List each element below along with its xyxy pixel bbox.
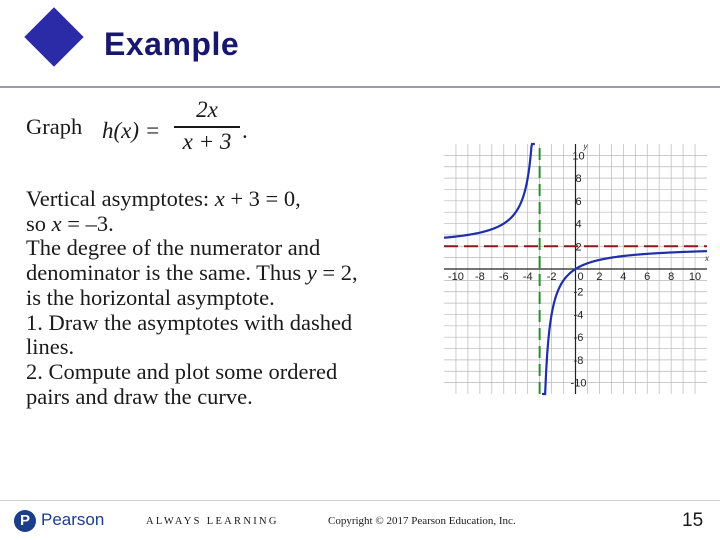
pearson-logo-icon: P bbox=[14, 510, 36, 532]
text-run: Vertical asymptotes: bbox=[26, 186, 215, 211]
problem-prefix: Graph bbox=[26, 114, 83, 139]
explanation-text bbox=[26, 187, 446, 409]
y-tick-label: -4 bbox=[573, 309, 584, 322]
explanation-line bbox=[26, 360, 446, 385]
y-tick-label: 10 bbox=[572, 150, 585, 163]
explanation-line bbox=[26, 311, 446, 336]
x-axis-label: x bbox=[705, 254, 709, 263]
text-run: 2. Compute and plot some ordered bbox=[26, 358, 338, 384]
text-run: denominator is the same. Thus bbox=[26, 260, 307, 286]
page-title: Example bbox=[104, 26, 240, 62]
y-tick-label: 2 bbox=[575, 241, 582, 254]
copyright-notice: Copyright © 2017 Pearson Education, Inc. bbox=[328, 515, 516, 527]
explanation-line bbox=[26, 261, 446, 286]
x-tick-label: -2 bbox=[546, 271, 557, 283]
text-run: is the horizontal asymptote. bbox=[26, 284, 275, 310]
text-run: so bbox=[26, 210, 52, 236]
x-tick-label: 4 bbox=[620, 271, 627, 283]
y-tick-label: 6 bbox=[575, 195, 582, 208]
text-run: The degree of the numerator and bbox=[26, 235, 321, 261]
y-tick-label: -10 bbox=[570, 377, 587, 390]
explanation-line bbox=[26, 212, 446, 237]
formula-terminator: . bbox=[242, 118, 248, 143]
function-numerator: 2x bbox=[196, 97, 218, 122]
tagline: ALWAYS LEARNING bbox=[146, 516, 279, 527]
text-run: 1. Draw the asymptotes with dashed bbox=[26, 309, 353, 335]
text-run: + 3 = 0, bbox=[224, 186, 301, 211]
x-tick-label: 10 bbox=[688, 271, 702, 283]
footer-divider bbox=[0, 500, 720, 501]
x-tick-label: 0 bbox=[577, 271, 584, 283]
page-number: 15 bbox=[682, 510, 704, 531]
y-tick-label: -6 bbox=[573, 332, 584, 345]
x-tick-label: 2 bbox=[596, 271, 603, 283]
text-variable: x bbox=[214, 186, 225, 211]
x-tick-label: -6 bbox=[498, 271, 509, 283]
function-fraction bbox=[174, 98, 240, 154]
text-variable: x bbox=[51, 210, 62, 236]
y-tick-label: -8 bbox=[573, 354, 584, 367]
x-tick-label: 8 bbox=[668, 271, 675, 283]
y-tick-label: 8 bbox=[575, 173, 582, 186]
explanation-line bbox=[26, 187, 446, 212]
function-graph bbox=[432, 136, 717, 406]
text-run: = –3. bbox=[61, 210, 114, 236]
x-tick-label: 6 bbox=[644, 271, 651, 283]
explanation-line bbox=[26, 286, 446, 311]
header-divider bbox=[0, 86, 720, 88]
text-run: pairs and draw the curve. bbox=[26, 383, 253, 409]
brand-name: Pearson bbox=[41, 510, 105, 529]
explanation-line bbox=[26, 335, 446, 360]
x-tick-label: -8 bbox=[474, 271, 485, 283]
function-lhs: h(x) = bbox=[102, 118, 161, 143]
text-run: lines. bbox=[26, 334, 75, 360]
y-tick-label: 4 bbox=[575, 218, 582, 231]
function-denominator: x + 3 bbox=[182, 128, 232, 154]
text-run: = 2, bbox=[316, 260, 358, 286]
fraction-bar bbox=[174, 126, 240, 128]
y-tick-label: -2 bbox=[573, 286, 584, 299]
y-axis-label: y bbox=[583, 142, 588, 151]
title-diamond-icon bbox=[24, 7, 83, 66]
explanation-line bbox=[26, 236, 446, 261]
x-tick-label: -10 bbox=[448, 271, 464, 283]
text-variable: y bbox=[306, 260, 317, 286]
explanation-line bbox=[26, 385, 446, 410]
x-tick-label: -4 bbox=[522, 271, 533, 283]
